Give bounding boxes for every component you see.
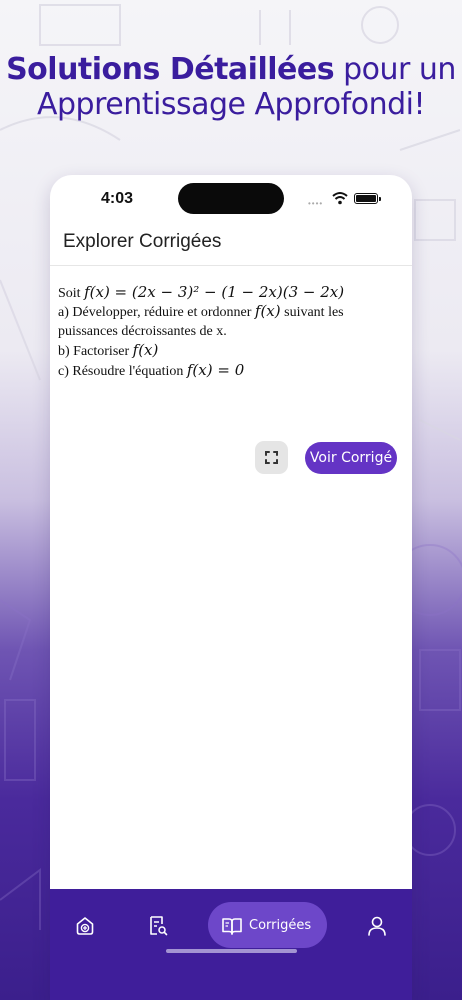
battery-icon xyxy=(354,193,378,204)
fullscreen-button[interactable] xyxy=(255,441,288,474)
phone-screen xyxy=(50,175,412,1000)
question-a-prefix: a) Développer, réduire et ordonner xyxy=(58,305,252,320)
exercise-card xyxy=(58,283,406,381)
question-b xyxy=(58,341,406,361)
home-indicator xyxy=(166,949,297,953)
bottom-tab-bar xyxy=(50,889,412,1000)
search-document-icon[interactable] xyxy=(148,915,168,937)
question-c-prefix: c) Résoudre l'équation xyxy=(58,364,184,379)
exercise-actions xyxy=(50,441,412,475)
function-formula: f(x) = (2x − 3)² − (1 − 2x)(3 − 2x) xyxy=(84,283,345,301)
signal-dots-icon: •••• xyxy=(308,199,324,208)
question-a xyxy=(58,302,406,341)
promo-headline-line2: Apprentissage Approfondi! xyxy=(36,87,425,122)
question-c xyxy=(58,361,406,381)
home-icon[interactable] xyxy=(75,916,95,936)
book-open-icon xyxy=(221,916,243,936)
wifi-icon xyxy=(332,191,348,205)
promo-headline xyxy=(0,52,462,122)
question-c-equation: f(x) = 0 xyxy=(186,361,245,379)
voir-corrige-button[interactable]: Voir Corrigé xyxy=(305,442,397,474)
question-a-fx: f(x) xyxy=(254,302,281,320)
promo-headline-bold: Solutions Détaillées xyxy=(6,52,335,87)
status-time: 4:03 xyxy=(101,190,134,207)
question-b-prefix: b) Factoriser xyxy=(58,344,130,359)
statement-intro: Soit xyxy=(58,286,81,301)
status-bar xyxy=(50,175,412,223)
expand-icon xyxy=(255,441,288,474)
exercise-statement xyxy=(58,283,406,302)
tab-corrigees-label[interactable]: Corrigées xyxy=(249,918,312,933)
dynamic-island xyxy=(178,183,284,214)
question-a-suffix: suivant les puissances décroissantes de x. xyxy=(58,305,344,339)
question-b-fx: f(x) xyxy=(132,341,159,359)
user-icon[interactable] xyxy=(367,915,387,937)
page-title: Explorer Corrigées xyxy=(63,231,222,252)
promo-headline-rest: pour un xyxy=(334,52,456,87)
